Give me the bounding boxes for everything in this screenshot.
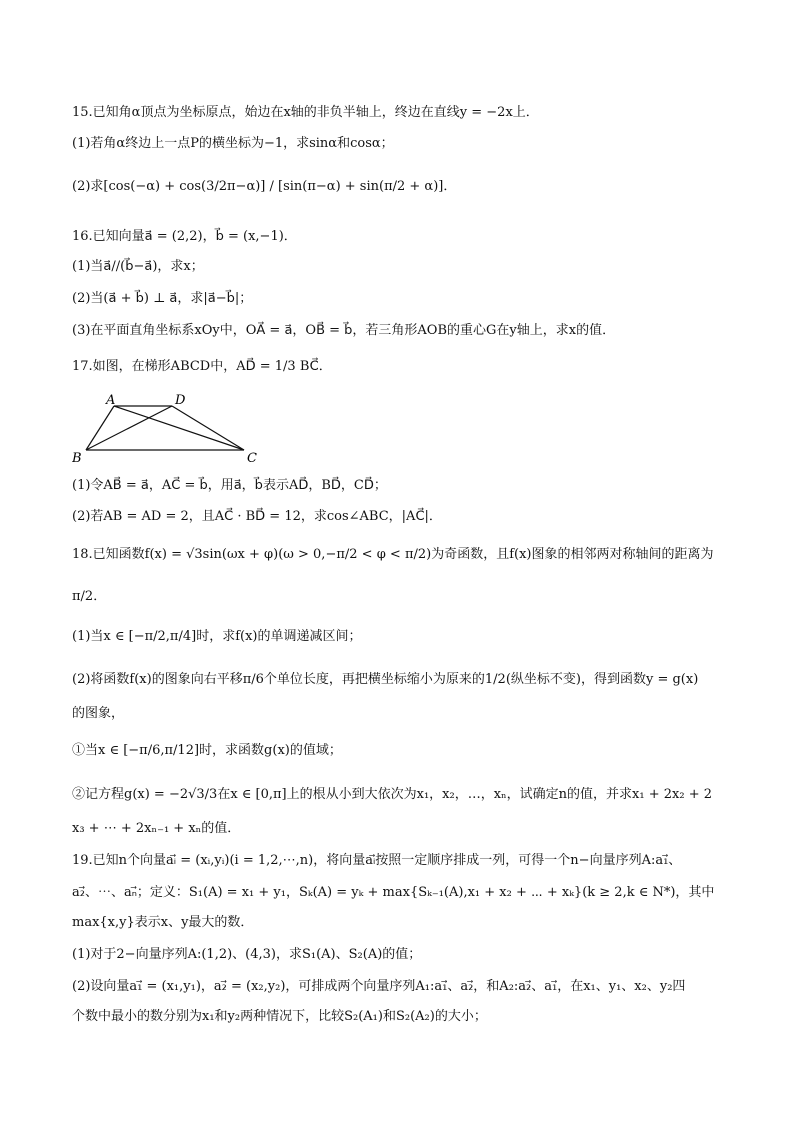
label-d: D <box>175 393 186 408</box>
p18-question-1: (1)当x ∈ [−π/2,π/4]时，求f(x)的单调递减区间； <box>72 629 362 644</box>
label-a: A <box>106 393 116 408</box>
p19-question-1: (1)对于2−向量序列A:(1,2)、(4,3)，求S₁(A)、S₂(A)的值； <box>72 947 422 962</box>
p16-question-1: (1)当a⃗//(b⃗−a⃗)，求x； <box>72 259 204 274</box>
p19-question-2-line-1: (2)设向量a₁⃗ = (x₁,y₁)，a₂⃗ = (x₂,y₂)，可排成两个向量序列A₁:a₁⃗、a₂⃗，和A₂:a₂⃗、a₁⃗，在x₁、y₁、x₂、y₂四 <box>72 979 686 994</box>
p17-question-1: (1)令AB⃗ = a⃗，AC⃗ = b⃗，用a⃗，b⃗表示AD⃗，BD⃗，CD⃗； <box>72 478 387 493</box>
label-c: C <box>247 451 257 466</box>
edge-dc <box>172 406 244 450</box>
p15-stem: 15.已知角α顶点为坐标原点，始边在x轴的非负半轴上，终边在直线y = −2x上． <box>72 105 539 120</box>
p18-stem-line-2: π/2． <box>72 589 107 604</box>
p18-question-2-line-2: 的图象， <box>72 706 125 721</box>
p18-question-2-line-1: (2)将函数f(x)的图象向右平移π/6个单位长度，再把横坐标缩小为原来的1/2(纵坐标不变)，得到函数y = g(x) <box>72 672 699 687</box>
trapezoid-diagram <box>72 388 272 468</box>
p17-stem: 17.如图，在梯形ABCD中，AD⃗ = 1/3 BC⃗． <box>72 359 332 374</box>
p17-question-2: (2)若AB = AD = 2，且AC⃗ · BD⃗ = 12，求cos∠ABC，|AC⃗|． <box>72 509 442 524</box>
p19-stem-line-2: a₂⃗、⋯、aₙ⃗；定义：S₁(A) = x₁ + y₁，Sₖ(A) = yₖ + max{Sₖ₋₁(A),x₁ + x₂ + ⋯ + xₖ}(k ≥ 2,k ∈ N*)，其中 <box>72 885 715 900</box>
p19-question-2-line-2: 个数中最小的数分别为x₁和y₂两种情况下，比较S₂(A₁)和S₂(A₂)的大小； <box>72 1009 487 1024</box>
p18-subquestion-2-line-1: ②记方程g(x) = −2√3/3在x ∈ [0,π]上的根从小到大依次为x₁，x₂，…，xₙ，试确定n的值，并求x₁ + 2x₂ + 2 <box>72 787 712 802</box>
diagonal-ac <box>114 406 244 450</box>
p18-subquestion-1: ①当x ∈ [−π/6,π/12]时，求函数g(x)的值域； <box>72 743 342 758</box>
label-b: B <box>72 451 82 466</box>
p16-stem: 16.已知向量a⃗ = (2,2)，b⃗ = (x,−1)． <box>72 229 297 244</box>
diagonal-bd <box>86 406 172 450</box>
p15-question-2: (2)求[cos(−α) + cos(3/2π−α)] / [sin(π−α) + sin(π/2 + α)]． <box>72 179 457 194</box>
p18-subquestion-2-line-2: x₃ + ⋯ + 2xₙ₋₁ + xₙ的值． <box>72 821 241 836</box>
p16-question-3: (3)在平面直角坐标系xOy中，OA⃗ = a⃗，OB⃗ = b⃗，若三角形AOB的重心G在y轴上，求x的值． <box>72 323 616 338</box>
p18-stem-line-1: 18.已知函数f(x) = √3sin(ωx + φ)(ω > 0,−π/2 < φ < π/2)为奇函数，且f(x)图象的相邻两对称轴间的距离为 <box>72 547 714 562</box>
p15-question-1: (1)若角α终边上一点P的横坐标为−1，求sinα和cosα； <box>72 136 394 151</box>
p19-stem-line-1: 19.已知n个向量aᵢ⃗ = (xᵢ,yᵢ)(i = 1,2,⋯,n)，将向量aᵢ⃗按照一定顺序排成一列，可得一个n−向量序列A:a₁⃗、 <box>72 853 682 868</box>
p19-stem-line-3: max{x,y}表示x、y最大的数． <box>72 915 254 930</box>
p16-question-2: (2)当(a⃗ + b⃗) ⊥ a⃗，求|a⃗−b⃗|； <box>72 291 253 306</box>
